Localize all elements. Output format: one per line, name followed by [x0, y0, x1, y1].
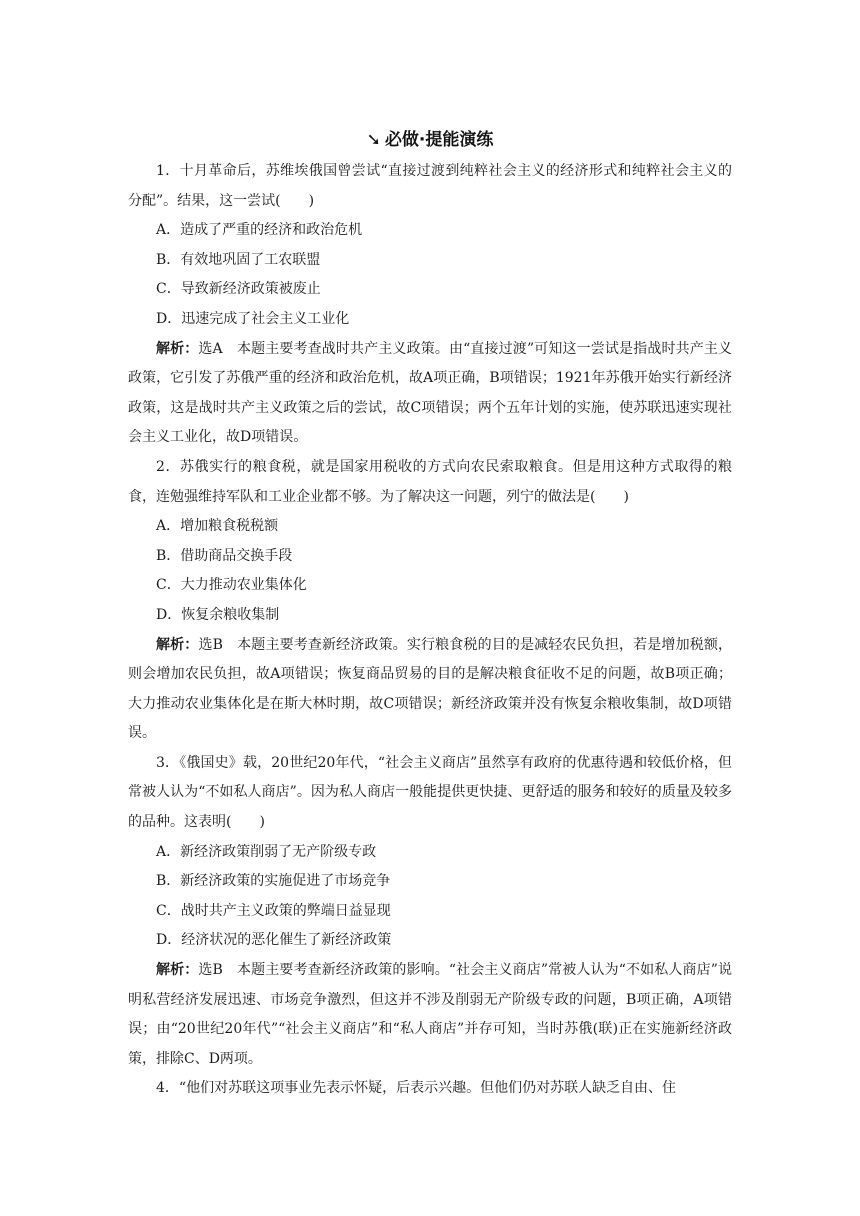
analysis-label: 解析： — [156, 962, 199, 979]
analysis — [128, 631, 732, 749]
question-stem: 2．苏俄实行的粮食税，就是国家用税收的方式向农民索取粮食。但是用这种方式取得的粮食，连勉强维持军队和工业企业都不够。为了解决这一问题，列宁的做法是( ) — [128, 458, 732, 505]
question-stem: 3．《俄国史》载，20世纪20年代，“社会主义商店”虽然享有政府的优惠待遇和较低价格，但常被人认为“不如私人商店”。因为私人商店一般能提供更快捷、更舒适的服务和较好的质量及较多的品种。这表明( ) — [128, 754, 732, 831]
option-d: D．恢复余粮收集制 — [156, 606, 280, 623]
option-c: C．战时共产主义政策的弊端日益显现 — [156, 902, 391, 919]
question-2 — [128, 453, 732, 749]
option-c: C．大力推动农业集体化 — [156, 577, 307, 594]
analysis-label: 解析： — [156, 340, 199, 357]
question-3 — [128, 749, 732, 1075]
analysis-text: 选B 本题主要考查新经济政策的影响。“社会主义商店”常被人认为“不如私人商店”说明私营经济发展迅速、市场竞争激烈，但这并不涉及削弱无产阶级专政的问题，B项正确，A项错误；由“20世纪20年代”“社会主义商店”和“私人商店”并存可知，当时苏俄(联)正在实施新经济政策，排除C、D两项。 — [128, 962, 733, 1067]
section-title — [0, 128, 860, 152]
option-c: C．导致新经济政策被废止 — [156, 281, 321, 298]
option-b: B．有效地巩固了工农联盟 — [156, 251, 321, 268]
option-a: A．新经济政策削弱了无产阶级专政 — [156, 843, 377, 860]
option-a: A．造成了严重的经济和政治危机 — [156, 222, 363, 239]
analysis-text: 选A 本题主要考查战时共产主义政策。由“直接过渡”可知这一尝试是指战时共产主义政策，它引发了苏俄严重的经济和政治危机，故A项正确，B项错误；1921年苏俄开始实行新经济政策，这是战时共产主义政策之后的尝试，故C项错误；两个五年计划的实施，使苏联迅速实现社会主义工业化，故D项错误。 — [128, 340, 732, 446]
question-list — [128, 157, 732, 1104]
option-d: D．经济状况的恶化催生了新经济政策 — [156, 932, 392, 949]
option-b: B．借助商品交换手段 — [156, 547, 293, 564]
question-1 — [128, 157, 732, 453]
question-stem: 1．十月革命后，苏维埃俄国曾尝试“直接过渡到纯粹社会主义的经济形式和纯粹社会主义的分配”。结果，这一尝试( ) — [128, 163, 732, 209]
option-b: B．新经济政策的实施促进了市场竞争 — [156, 873, 391, 890]
analysis-text: 选B 本题主要考查新经济政策。实行粮食税的目的是减轻农民负担，若是增加税额，则会增加农民负担，故A项错误；恢复商品贸易的目的是解决粮食征收不足的问题，故B项正确；大力推动农业集体化是在斯大林时期，故C项错误；新经济政策并没有恢复余粮收集制，故D项错误。 — [128, 636, 732, 742]
question-stem: 4．“他们对苏联这项事业先表示怀疑，后表示兴趣。但他们仍对苏联人缺乏自由、住 — [156, 1080, 677, 1097]
option-a: A．增加粮食税税额 — [156, 518, 279, 535]
analysis — [128, 956, 732, 1074]
arrow-down-right-icon: ➘ — [366, 130, 381, 150]
analysis — [128, 335, 732, 453]
question-4 — [128, 1074, 732, 1104]
section-title-text: 必做·提能演练 — [384, 130, 494, 150]
option-d: D．迅速完成了社会主义工业化 — [156, 310, 350, 327]
analysis-label: 解析： — [156, 636, 199, 653]
